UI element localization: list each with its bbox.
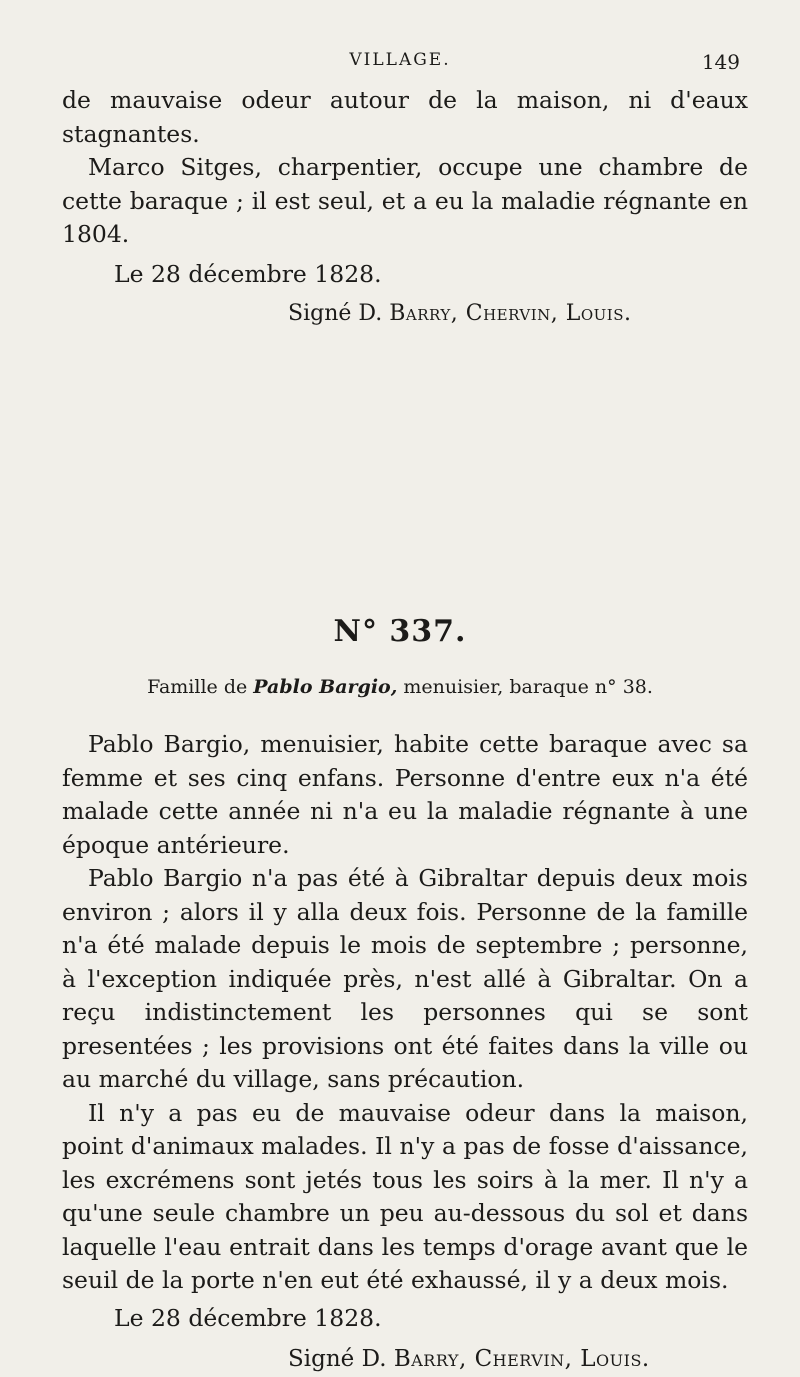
subtitle-rest: menuisier, baraque n° 38. [403,676,653,698]
running-head [0,50,800,74]
paragraph-marco-sitges: Marco Sitges, charpentier, occupe une chambre de cette baraque ; il est seul, et a eu la maladie régnante en 1804. [62,153,748,248]
subtitle-prefix: Famille de [147,676,248,698]
running-title: VILLAGE. [349,50,451,70]
section-number-heading: N° 337. [333,614,467,649]
page-number: 149 [701,50,740,74]
paragraph-maison: Il n'y a pas eu de mauvaise odeur dans la maison, point d'animaux malades. Il n'y a pas de fosse d'aissance, les excrémens sont jetés tous les soirs à la mer. Il n'y a qu'une seule chambre un peu au-dessous du sol et dans laquelle l'eau entrait dans les temps d'orage avant que le seuil de la porte n'en eut été exhaussé, il y a deux mois. [62,1098,748,1294]
subtitle-name: Pablo Bargio, [253,676,398,698]
paragraph-pablo-bargio: Pablo Bargio, menuisier, habite cette baraque avec sa femme et ses cinq enfans. Personne d'entre eux n'a été malade cette année ni n'a eu la maladie régnante à une époque antérieure. [62,730,748,859]
signature-names: Barry, Chervin, Louis. [389,301,632,326]
dateline: Le 28 décembre 1828. [114,1303,382,1332]
paragraph-continued: de mauvaise odeur autour de la maison, ni d'eaux stagnantes. [62,86,748,148]
signature-names: Barry, Chervin, Louis. [393,1346,650,1372]
text-block-top [62,84,748,331]
text-block-bottom [62,728,748,1377]
paragraph-gibraltar: Pablo Bargio n'a pas été à Gibraltar depuis deux mois environ ; alors il y alla deux fois. Personne de la famille n'a été malade depuis le mois de septembre ; personne, à l'exception indiquée près, n'est allé à Gibraltar. On a reçu indistinctement les personnes qui se sont presentées ; les provisions ont été faites dans la ville ou au marché du village, sans précaution. [62,864,748,1093]
signature-prefix: Signé D. [288,1346,387,1372]
section-subtitle [0,676,800,698]
signature-prefix: Signé D. [288,301,383,326]
signature-line [62,297,748,331]
dateline: Le 28 décembre 1828. [114,259,382,288]
signature-line [62,1343,748,1377]
